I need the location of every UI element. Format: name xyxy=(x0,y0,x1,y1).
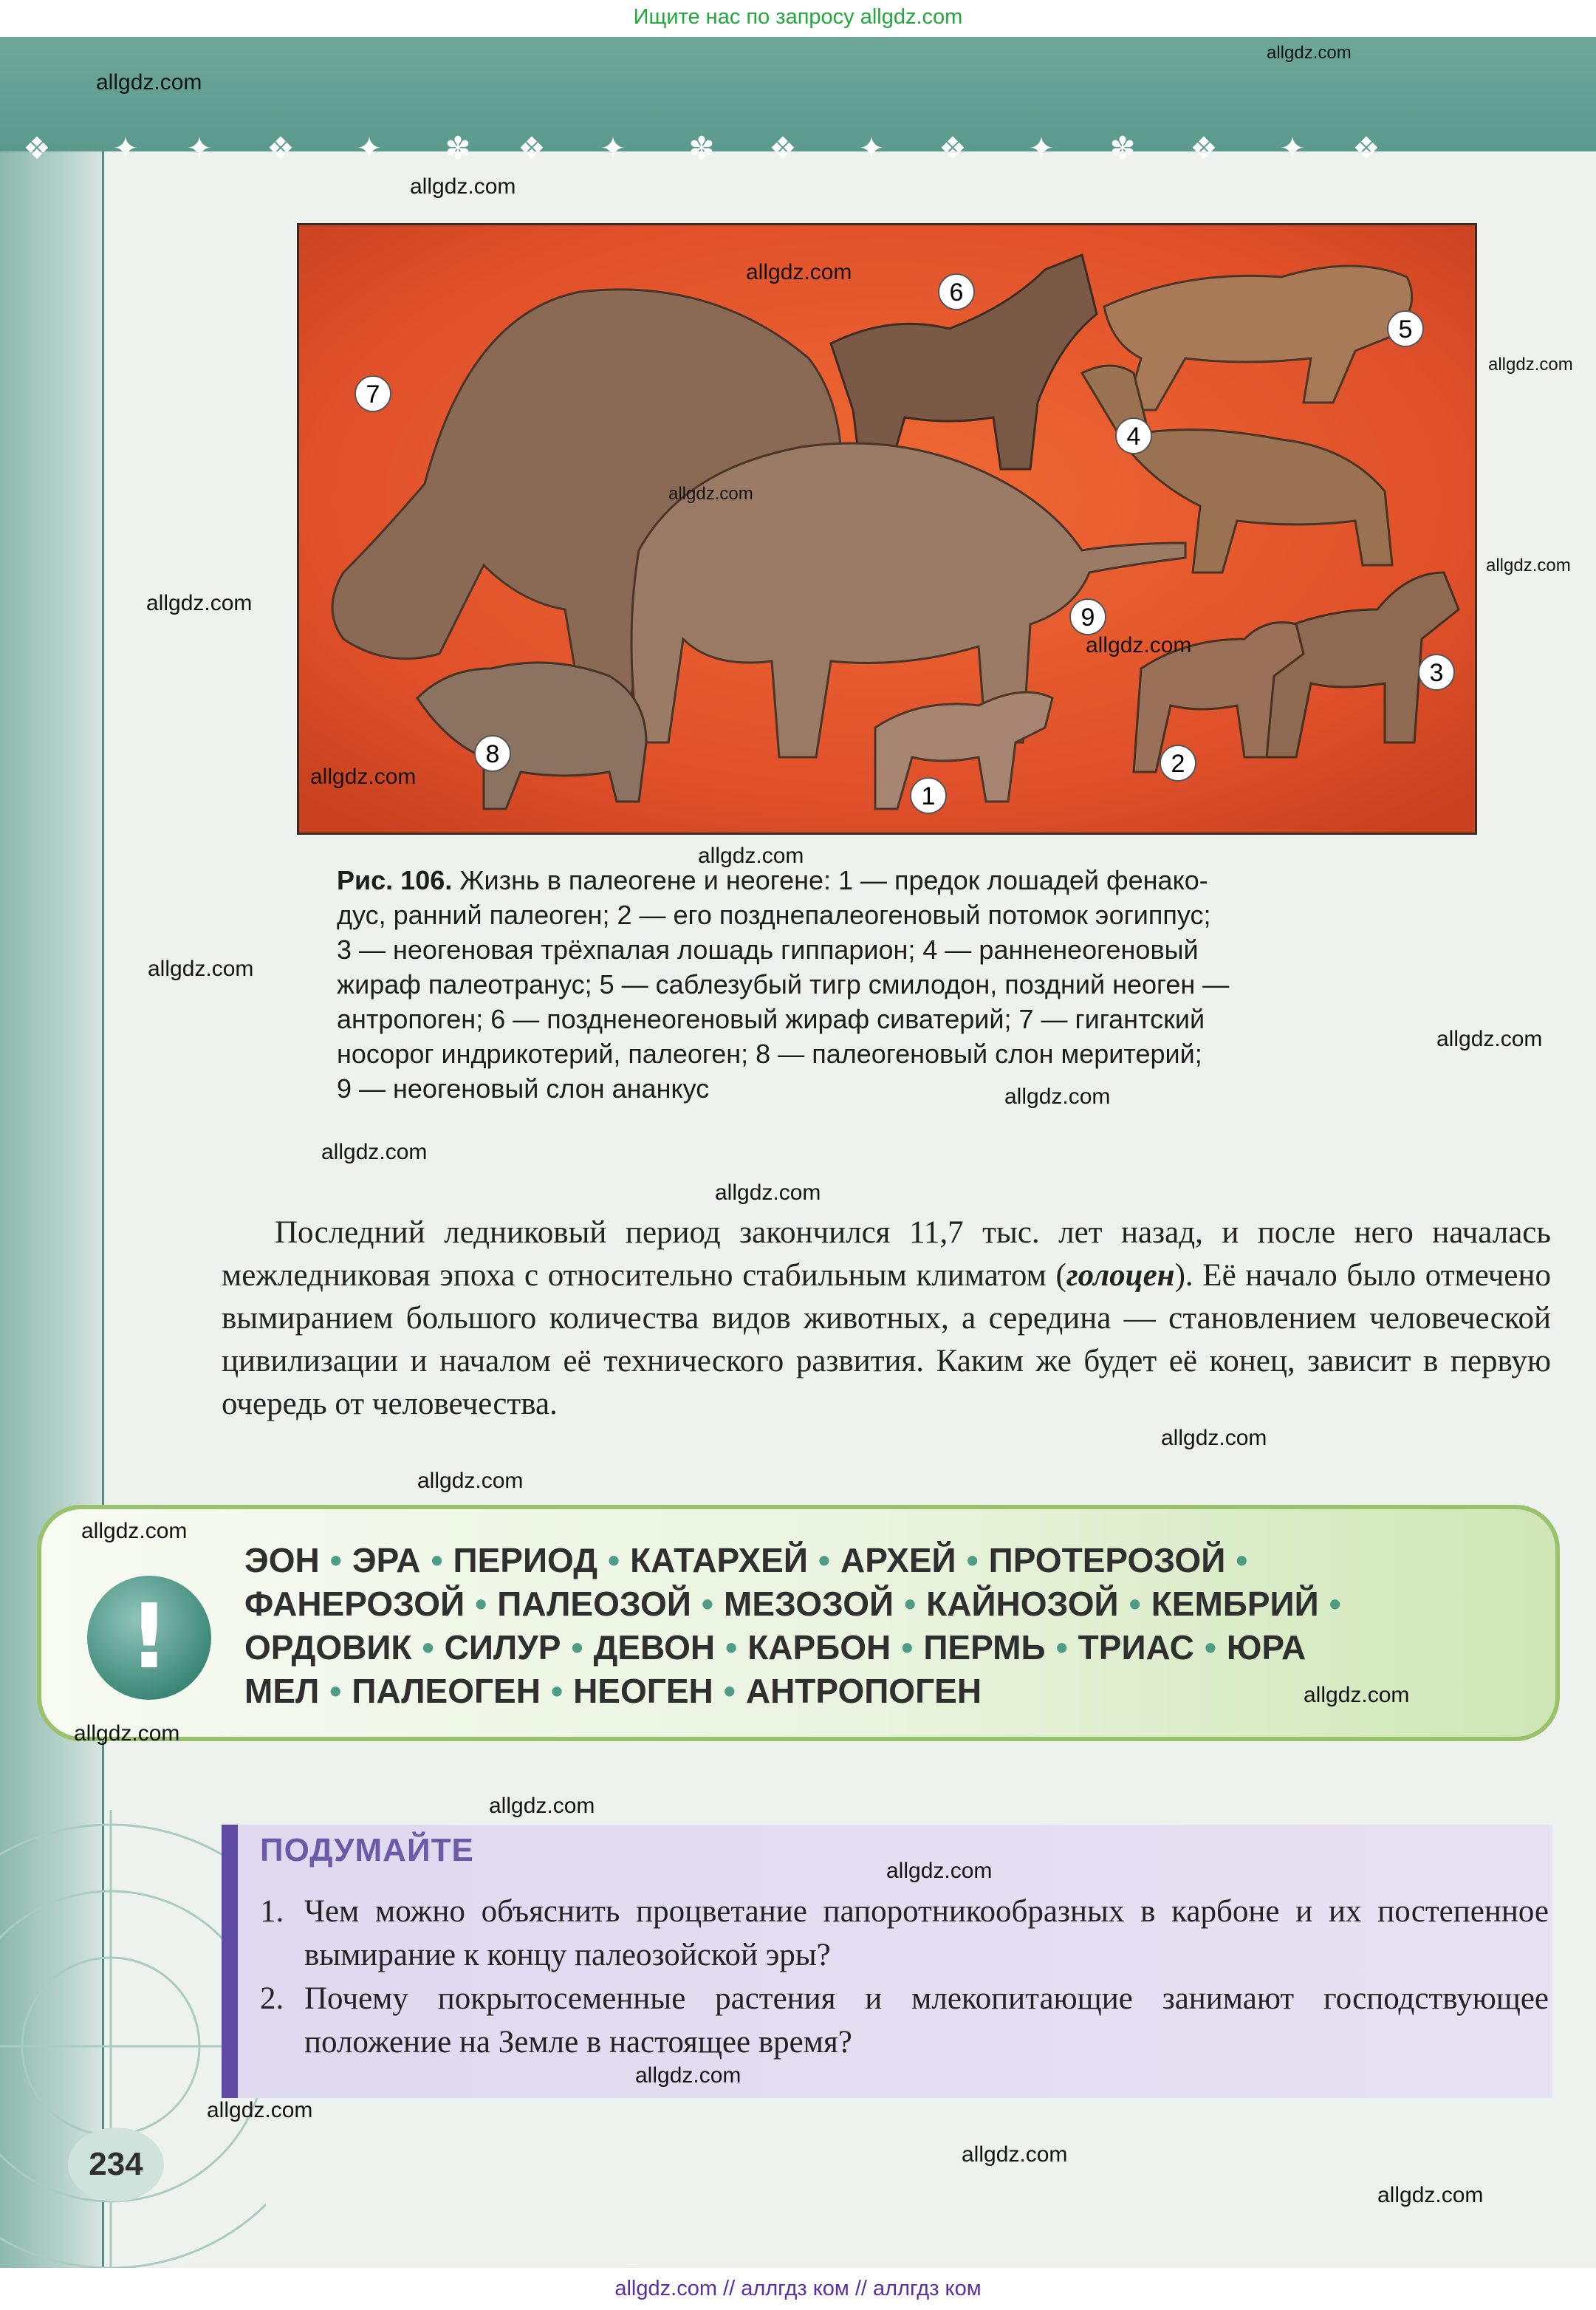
bird-icon: ✦ xyxy=(858,130,885,166)
term-separator: • xyxy=(571,1628,583,1667)
watermark: allgdz.com xyxy=(96,70,202,95)
svg-text:5: 5 xyxy=(1398,315,1413,344)
animal-silhouette-row xyxy=(15,129,1580,181)
term-separator: • xyxy=(1128,1585,1141,1623)
watermark: allgdz.com xyxy=(962,2142,1068,2167)
figure-label-3 xyxy=(1419,655,1454,690)
watermark: allgdz.com xyxy=(321,1140,428,1164)
insect-icon: ✽ xyxy=(1109,130,1136,166)
term-separator: • xyxy=(550,1672,564,1710)
watermark: allgdz.com xyxy=(715,1180,821,1205)
figure-label-8 xyxy=(475,736,510,771)
watermark: allgdz.com xyxy=(668,484,753,504)
term-holocene: голоцен xyxy=(1066,1258,1175,1293)
header-bar xyxy=(0,37,1596,166)
svg-text:3: 3 xyxy=(1429,659,1444,687)
svg-text:6: 6 xyxy=(949,279,964,307)
fish-icon: ❖ xyxy=(23,130,51,166)
fish-icon: ❖ xyxy=(518,130,546,166)
term-item: ПАЛЕОЗОЙ xyxy=(497,1585,691,1623)
think-questions xyxy=(260,1890,1549,2064)
watermark: allgdz.com xyxy=(148,957,254,981)
figure-label-7 xyxy=(355,376,391,411)
term-item: КЕМБРИЙ xyxy=(1151,1585,1319,1623)
whale-icon: ❖ xyxy=(939,130,967,166)
bottom-banner[interactable]: allgdz.com // аллгдз ком // аллгдз ком xyxy=(0,2268,1596,2310)
watermark: allgdz.com xyxy=(1486,556,1571,575)
figure-label-1 xyxy=(911,778,946,813)
caption-line: жираф палеотранус; 5 — саблезубый тигр смилодон, поздний неоген — xyxy=(337,969,1230,999)
term-separator: • xyxy=(431,1541,443,1579)
caption-line: 9 — неогеновый слон ананкус xyxy=(337,1073,710,1104)
svg-text:1: 1 xyxy=(921,782,936,810)
caption-line: дус, ранний палеоген; 2 — его позднепалеогеновый потомок эогиппус; xyxy=(337,900,1211,930)
watermark: allgdz.com xyxy=(310,765,417,789)
term-separator: • xyxy=(904,1585,917,1623)
term-item: ТРИАС xyxy=(1078,1628,1194,1667)
term-item: КАЙНОЗОЙ xyxy=(926,1585,1119,1623)
watermark: allgdz.com xyxy=(1304,1683,1410,1707)
term-item: ПАЛЕОГЕН xyxy=(352,1672,541,1710)
term-separator: • xyxy=(329,1541,342,1579)
think-title: ПОДУМАЙТЕ xyxy=(260,1832,474,1868)
caption-line: 3 — неогеновая трёхпалая лошадь гиппарион; 4 — ранненеогеновый xyxy=(337,934,1199,965)
term-separator: • xyxy=(701,1585,714,1623)
term-item: ОРДОВИК xyxy=(244,1628,412,1667)
watermark: allgdz.com xyxy=(1267,43,1352,63)
horse-icon: ❖ xyxy=(769,130,797,166)
dinosaur-icon: ✦ xyxy=(1028,130,1055,166)
insect-icon: ✽ xyxy=(445,130,471,166)
svg-text:9: 9 xyxy=(1080,604,1095,632)
question-item: 2. Почему покрытосеменные растения и млекопитающие занимают господствующее положение на Земле в настоящее время? xyxy=(260,1981,1549,2060)
watermark: allgdz.com xyxy=(1161,1426,1267,1450)
term-item: МЕЗОЗОЙ xyxy=(724,1585,894,1623)
figure-106-illustration xyxy=(297,223,1477,835)
svg-text:8: 8 xyxy=(485,740,500,768)
term-separator: • xyxy=(329,1672,342,1710)
svg-text:7: 7 xyxy=(366,380,380,409)
rhino-icon: ❖ xyxy=(1352,130,1380,166)
watermark: allgdz.com xyxy=(698,844,804,868)
term-separator: • xyxy=(475,1585,487,1623)
term-item: НЕОГЕН xyxy=(573,1672,713,1710)
top-banner[interactable]: Ищите нас по запросу allgdz.com xyxy=(0,0,1596,37)
term-item: ДЕВОН xyxy=(593,1628,716,1667)
watermark: allgdz.com xyxy=(417,1469,524,1493)
watermark: allgdz.com xyxy=(1377,2183,1484,2207)
term-separator: • xyxy=(966,1541,979,1579)
term-item: КАТАРХЕЙ xyxy=(630,1541,808,1579)
figure-label-9 xyxy=(1070,599,1106,635)
exclamation-icon: ! xyxy=(87,1576,211,1700)
watermark: allgdz.com xyxy=(1436,1027,1543,1051)
svg-text:2: 2 xyxy=(1171,750,1185,778)
term-separator: • xyxy=(1236,1541,1248,1579)
watermark: allgdz.com xyxy=(489,1794,595,1818)
caption-line: Рис. 106. Жизнь в палеогене и неогене: 1 — предок лошадей фенако- xyxy=(337,865,1208,895)
term-item: ФАНЕРОЗОЙ xyxy=(244,1585,465,1623)
rhino-icon: ❖ xyxy=(1190,130,1218,166)
page-number: 234 xyxy=(68,2128,164,2201)
watermark: allgdz.com xyxy=(1488,355,1573,375)
figure-label-6 xyxy=(939,274,974,310)
cat-icon: ✦ xyxy=(1279,130,1306,166)
watermark: allgdz.com xyxy=(746,260,852,284)
watermark: allgdz.com xyxy=(1004,1084,1111,1109)
question-item: 1. Чем можно объяснить процветание папоротникообразных в карбоне и их постепенное вымирание к концу палеозойской эры? xyxy=(260,1894,1549,1972)
term-item: СИЛУР xyxy=(444,1628,561,1667)
caption-line: антропоген; 6 — поздненеогеновый жираф сиватерий; 7 — гигантский xyxy=(337,1004,1205,1034)
term-item: АРХЕЙ xyxy=(840,1541,956,1579)
figure-label-4 xyxy=(1116,418,1151,454)
term-separator: • xyxy=(725,1628,738,1667)
watermark: allgdz.com xyxy=(410,174,516,199)
term-item: ЮРА xyxy=(1226,1628,1306,1667)
term-item: ПЕРМЬ xyxy=(923,1628,1046,1667)
beast-icon: ❖ xyxy=(267,130,295,166)
term-separator: • xyxy=(1204,1628,1216,1667)
term-separator: • xyxy=(422,1628,434,1667)
term-item: АНТРОПОГЕН xyxy=(745,1672,982,1710)
term-item: ПЕРИОД xyxy=(453,1541,597,1579)
term-item: ЭОН xyxy=(244,1541,320,1579)
watermark: allgdz.com xyxy=(81,1519,188,1543)
term-separator: • xyxy=(1055,1628,1068,1667)
bison-icon: ✦ xyxy=(600,130,626,166)
figure-label-2 xyxy=(1160,745,1196,781)
term-separator: • xyxy=(607,1541,620,1579)
term-item: КАРБОН xyxy=(747,1628,891,1667)
watermark: allgdz.com xyxy=(207,2098,313,2122)
figure-caption xyxy=(337,863,1445,1106)
term-separator: • xyxy=(901,1628,914,1667)
watermark: allgdz.com xyxy=(1086,633,1192,657)
deer-icon: ✦ xyxy=(356,130,383,166)
caption-line: носорог индрикотерий, палеоген; 8 — палеогеновый слон меритерий; xyxy=(337,1039,1202,1069)
term-item: ЭРА xyxy=(352,1541,421,1579)
think-section-bar xyxy=(222,1825,238,2098)
scorpion-icon: ✽ xyxy=(688,130,715,166)
svg-text:4: 4 xyxy=(1126,423,1141,451)
bird-icon: ✦ xyxy=(186,130,213,166)
watermark: allgdz.com xyxy=(886,1859,993,1883)
body-paragraph: Последний ледниковый период закончился 11,7 тыс. лет назад, и после него началась межледниковая эпоха с относительно стабильным климатом (голоцен). Её начало было отмечено вымиранием большого количества видов животных, а середина — становлением человеческой цивилизации и началом её технического развития. Каким же будет её конец, зависит в первую очередь от человечества. xyxy=(222,1215,1551,1421)
watermark: allgdz.com xyxy=(635,2063,742,2088)
term-separator: • xyxy=(723,1672,736,1710)
term-item: МЕЛ xyxy=(244,1672,320,1710)
watermark: allgdz.com xyxy=(74,1721,180,1746)
term-item: ПРОТЕРОЗОЙ xyxy=(988,1541,1226,1579)
watermark: allgdz.com xyxy=(146,591,253,615)
term-separator: • xyxy=(1329,1585,1341,1623)
turtle-icon: ✦ xyxy=(112,130,139,166)
caption-lead: Рис. 106. xyxy=(337,865,453,895)
term-separator: • xyxy=(818,1541,830,1579)
figure-label-5 xyxy=(1388,311,1423,346)
